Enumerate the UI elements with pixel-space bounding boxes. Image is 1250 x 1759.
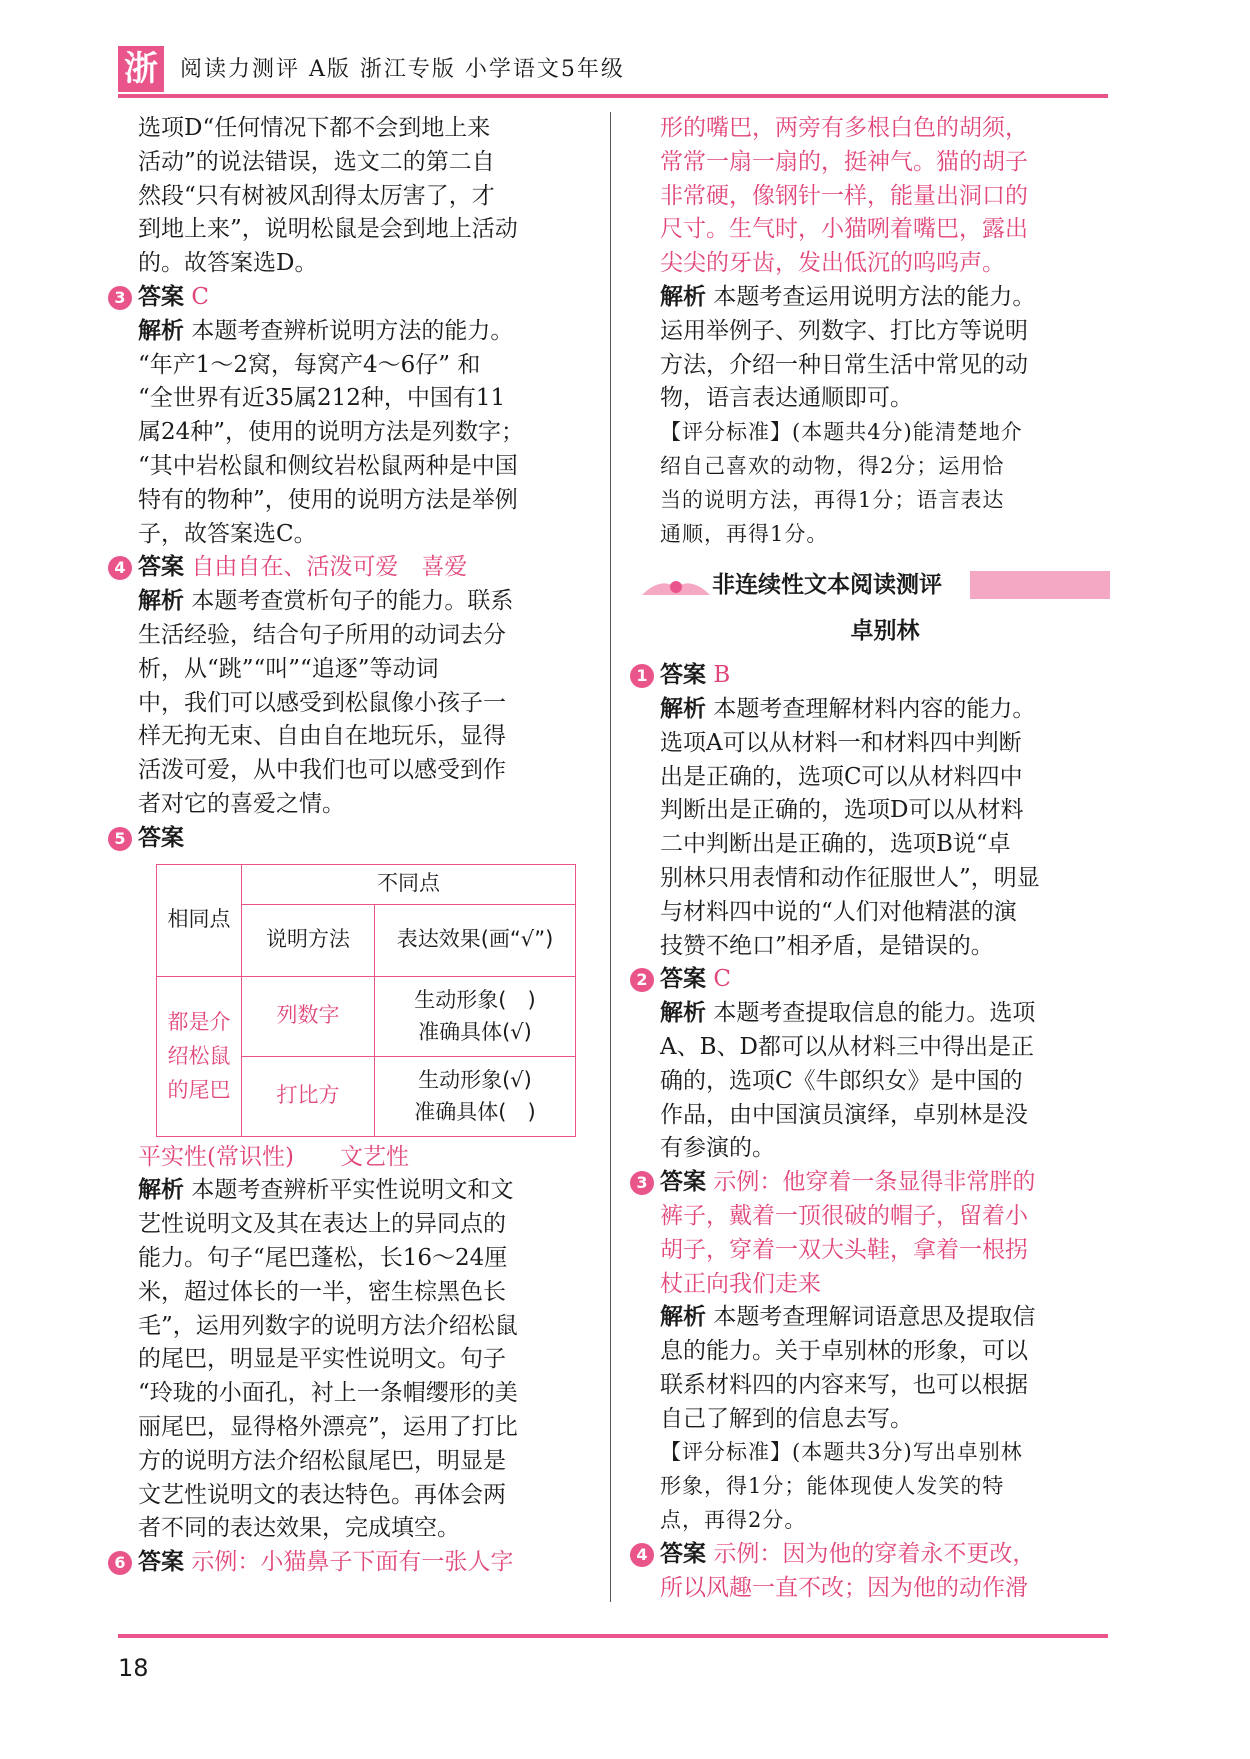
answer-text: 自由自在、活泼可爱 喜爱 bbox=[191, 554, 468, 581]
text-line: 息的能力。关于卓别林的形象，可以 bbox=[660, 1338, 1028, 1365]
analysis-line bbox=[138, 585, 583, 619]
page-number: 18 bbox=[118, 1654, 149, 1682]
analysis-label: 解析 bbox=[138, 588, 184, 615]
text-line: 自己了解到的信息去写。 bbox=[660, 1405, 913, 1432]
comparison-table bbox=[156, 864, 576, 1137]
analysis-text: 本题考查提取信息的能力。选项 bbox=[713, 1000, 1036, 1027]
article-title: 卓别林 bbox=[850, 618, 920, 645]
text-line: 方的说明方法介绍松鼠尾巴，明显是 bbox=[138, 1447, 506, 1474]
text-line: 中，我们可以感受到松鼠像小孩子一 bbox=[138, 689, 506, 716]
text-line: 活动”的说法错误，选文二的第二自 bbox=[138, 148, 495, 175]
column-divider bbox=[610, 112, 611, 1602]
analysis-text: 本题考查运用说明方法的能力。 bbox=[713, 283, 1036, 310]
text-line: 物，语言表达通顺即可。 bbox=[660, 385, 913, 412]
text-line: 样无拘无束、自由自在地玩乐，显得 bbox=[138, 723, 506, 750]
table-method-1: 列数字 bbox=[242, 976, 375, 1056]
analysis-label: 解析 bbox=[660, 283, 706, 310]
book-title: 阅读力测评 A版 浙江专版 小学语文5年级 bbox=[180, 57, 625, 82]
analysis-line bbox=[660, 1301, 1110, 1335]
text-line: 联系材料四的内容来写，也可以根据 bbox=[660, 1371, 1028, 1398]
score-line: 通顺，再得1分。 bbox=[660, 521, 829, 546]
question-2-answer bbox=[636, 963, 1110, 997]
text-line: 者对它的喜爱之情。 bbox=[138, 790, 345, 817]
footer-rule bbox=[118, 1634, 1108, 1638]
question-number-badge: 6 bbox=[108, 1551, 132, 1575]
text-line: 作品，由中国演员演绎，卓别林是没 bbox=[660, 1101, 1028, 1128]
right-column bbox=[636, 112, 1110, 1605]
answer-text: C bbox=[191, 283, 209, 310]
analysis-label: 解析 bbox=[660, 1304, 706, 1331]
section-heading bbox=[640, 565, 1110, 609]
answer-label: 答案 bbox=[660, 1540, 706, 1567]
analysis-text: 本题考查理解材料内容的能力。 bbox=[713, 695, 1036, 722]
answer-label: 答案 bbox=[138, 283, 184, 310]
question-1-answer bbox=[636, 659, 1110, 693]
analysis-text: 本题考查辨析说明方法的能力。 bbox=[191, 317, 514, 344]
text-line: 的。故答案选D。 bbox=[138, 250, 318, 277]
answer-text: B bbox=[713, 662, 731, 689]
score-line: 当的说明方法，再得1分；语言表达 bbox=[660, 487, 1005, 512]
question-4-answer bbox=[636, 1538, 1110, 1572]
score-line: 【评分标准】(本题共3分)写出卓别林 bbox=[660, 1440, 1023, 1465]
text-line: 确的，选项C《牛郎织女》是中国的 bbox=[660, 1067, 1023, 1094]
score-line: 形象，得1分；能体现使人发笑的特 bbox=[660, 1474, 1005, 1499]
analysis-line bbox=[138, 1174, 583, 1208]
text-line: “玲珑的小面孔，衬上一条帽缨形的美 bbox=[138, 1380, 518, 1407]
table-effect-2 bbox=[375, 1056, 576, 1136]
answer-text: 示例：因为他的穿着永不更改， bbox=[713, 1540, 1036, 1567]
question-number-badge: 4 bbox=[108, 556, 132, 580]
section-deco-icon bbox=[640, 575, 712, 597]
text-line: “全世界有近35属212种，中国有11 bbox=[138, 385, 506, 412]
header-rule bbox=[118, 94, 1108, 98]
text-line: 析，从“跳”“叫”“追逐”等动词 bbox=[138, 655, 439, 682]
text-line: 到地上来”，说明松鼠是会到地上活动 bbox=[138, 216, 518, 243]
text-line: 活泼可爱，从中我们也可以感受到作 bbox=[138, 757, 506, 784]
answer-line: 形的嘴巴，两旁有多根白色的胡须， bbox=[660, 115, 1028, 141]
text-line: “其中岩松鼠和侧纹岩松鼠两种是中国 bbox=[138, 452, 518, 479]
answer-line: 胡子，穿着一双大头鞋，拿着一根拐 bbox=[660, 1236, 1028, 1263]
table-header-method: 说明方法 bbox=[242, 904, 375, 976]
table-header-same: 相同点 bbox=[157, 864, 242, 976]
text-line: 毛”，运用列数字的说明方法介绍松鼠 bbox=[138, 1312, 518, 1339]
option-vivid: 生动形象(√) bbox=[418, 1068, 532, 1093]
text-line: 艺性说明文及其在表达上的异同点的 bbox=[138, 1211, 506, 1238]
text-line: “年产1～2窝，每窝产4～6仔” 和 bbox=[138, 351, 481, 378]
text-line: 者不同的表达效果，完成填空。 bbox=[138, 1515, 460, 1542]
table-method-2: 打比方 bbox=[242, 1056, 375, 1136]
answer-text: C bbox=[713, 966, 731, 993]
text-line: 文艺性说明文的表达特色。再体会两 bbox=[138, 1481, 506, 1508]
province-badge: 浙 bbox=[118, 46, 164, 92]
answer-label: 答案 bbox=[660, 966, 706, 993]
question-number-badge: 1 bbox=[630, 664, 654, 688]
text-line: 二中判断出是正确的，选项B说“卓 bbox=[660, 831, 1011, 858]
page-header bbox=[118, 46, 1108, 100]
text-line: 技赞不绝口”相矛盾，是错误的。 bbox=[660, 932, 994, 959]
analysis-label: 解析 bbox=[660, 695, 706, 722]
analysis-line bbox=[138, 315, 583, 349]
answer-label: 答案 bbox=[138, 554, 184, 581]
score-line: 点，再得2分。 bbox=[660, 1508, 807, 1533]
analysis-text: 本题考查赏析句子的能力。联系 bbox=[191, 588, 514, 615]
table-header-diff: 不同点 bbox=[242, 864, 576, 904]
analysis-label: 解析 bbox=[660, 1000, 706, 1027]
answer-label: 答案 bbox=[660, 662, 706, 689]
question-number-badge: 3 bbox=[108, 286, 132, 310]
text-line: 米，超过体长的一半，密生棕黑色长 bbox=[138, 1278, 506, 1305]
analysis-label: 解析 bbox=[138, 1177, 184, 1204]
analysis-line bbox=[660, 281, 1110, 315]
analysis-line bbox=[660, 693, 1110, 727]
option-accurate: 准确具体( ) bbox=[414, 1100, 536, 1125]
answer-line: 尺寸。生气时，小猫咧着嘴巴，露出 bbox=[660, 216, 1028, 243]
answer-line: 所以风趣一直不改；因为他的动作滑 bbox=[660, 1574, 1028, 1601]
text-line: 丽尾巴，显得格外漂亮”，运用了打比 bbox=[138, 1413, 518, 1440]
option-accurate: 准确具体(√) bbox=[418, 1020, 532, 1045]
score-line: 【评分标准】(本题共4分)能清楚地介 bbox=[660, 420, 1023, 445]
answer-line: 尖尖的牙齿，发出低沉的呜呜声。 bbox=[660, 250, 1005, 277]
answer-label: 答案 bbox=[138, 824, 184, 851]
text-line: 子，故答案选C。 bbox=[138, 520, 317, 547]
text-line: 特有的物种”，使用的说明方法是举例 bbox=[138, 486, 518, 513]
answer-text: 示例：小猫鼻子下面有一张人字 bbox=[191, 1549, 514, 1576]
text-line: 有参演的。 bbox=[660, 1135, 775, 1162]
question-3-answer bbox=[114, 281, 583, 315]
option-vivid: 生动形象( ) bbox=[414, 988, 536, 1013]
answer-label: 答案 bbox=[660, 1169, 706, 1196]
text-line: 然段“只有树被风刮得太厉害了，才 bbox=[138, 182, 495, 209]
table-header-effect: 表达效果(画“√”) bbox=[375, 904, 576, 976]
question-number-badge: 3 bbox=[630, 1171, 654, 1195]
text-line: 选项A可以从材料一和材料四中判断 bbox=[660, 729, 1022, 756]
text-line: 与材料四中说的“人们对他精湛的演 bbox=[660, 898, 1017, 925]
section-band bbox=[970, 571, 1110, 599]
text-line: 出是正确的，选项C可以从材料四中 bbox=[660, 763, 1023, 790]
answer-line: 裤子，戴着一顶很破的帽子，留着小 bbox=[660, 1202, 1028, 1229]
question-6-answer bbox=[114, 1546, 583, 1580]
score-line: 绍自己喜欢的动物，得2分；运用恰 bbox=[660, 453, 1005, 478]
question-5-answer bbox=[114, 822, 583, 856]
answer-line: 杖正向我们走来 bbox=[660, 1270, 821, 1297]
table-effect-1 bbox=[375, 976, 576, 1056]
text-line: 方法，介绍一种日常生活中常见的动 bbox=[660, 351, 1028, 378]
answer-label: 答案 bbox=[138, 1549, 184, 1576]
answer-line: 非常硬，像钢针一样，能量出洞口的 bbox=[660, 182, 1028, 209]
table-same-value: 都是介绍松鼠的尾巴 bbox=[157, 976, 242, 1136]
answer-line: 常常一扇一扇的，挺神气。猫的胡子 bbox=[660, 148, 1028, 175]
text-line: 属24种”，使用的说明方法是列数字； bbox=[138, 419, 525, 446]
text-line: 运用举例子、列数字、打比方等说明 bbox=[660, 317, 1028, 344]
analysis-text: 本题考查辨析平实性说明文和文 bbox=[191, 1177, 514, 1204]
section-title: 非连续性文本阅读测评 bbox=[712, 572, 942, 599]
text-line: A、B、D都可以从材料三中得出是正 bbox=[660, 1033, 1034, 1060]
question-3-answer bbox=[636, 1166, 1110, 1200]
text-line: 别林只用表情和动作征服世人”，明显 bbox=[660, 864, 1040, 891]
question-number-badge: 2 bbox=[630, 968, 654, 992]
text-line: 判断出是正确的，选项D可以从材料 bbox=[660, 797, 1024, 824]
text-line: 能力。句子“尾巴蓬松，长16～24厘 bbox=[138, 1244, 508, 1271]
text-line: 生活经验，结合句子所用的动词去分 bbox=[138, 621, 506, 648]
question-4-answer bbox=[114, 551, 583, 585]
question-number-badge: 4 bbox=[630, 1543, 654, 1567]
answer-text: 平实性(常识性) 文艺性 bbox=[138, 1143, 409, 1170]
left-column bbox=[114, 112, 583, 1580]
answer-text: 示例：他穿着一条显得非常胖的 bbox=[713, 1169, 1036, 1196]
text-line: 选项D“任何情况下都不会到地上来 bbox=[138, 115, 491, 141]
question-number-badge: 5 bbox=[108, 827, 132, 851]
analysis-label: 解析 bbox=[138, 317, 184, 344]
text-line: 的尾巴，明显是平实性说明文。句子 bbox=[138, 1346, 506, 1373]
analysis-line bbox=[660, 997, 1110, 1031]
analysis-text: 本题考查理解词语意思及提取信 bbox=[713, 1304, 1036, 1331]
